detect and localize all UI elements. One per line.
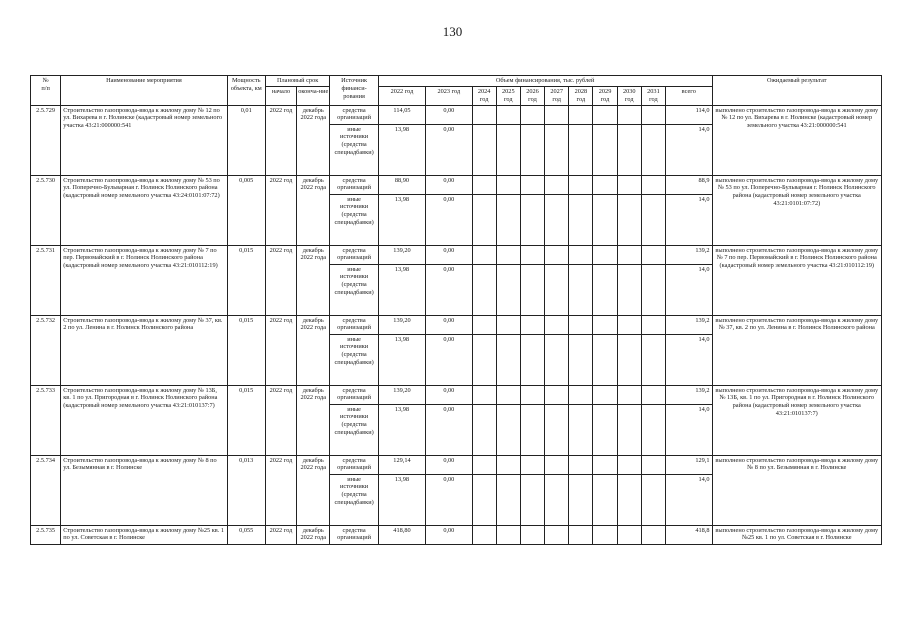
- financing-table: [30, 75, 882, 545]
- row-name: Строительство газопровода-ввода к жилому дому № 7 по пер. Первомайский в г. Нолинск Нолинского района (кадастровый номер земельного участка 43:21:010112:19): [61, 245, 227, 315]
- empty-year-cell: [641, 525, 665, 544]
- empty-year-cell: [520, 105, 544, 124]
- row-name: Строительство газопровода-ввода к жилому дому №25 кв. 1 по ул. Советская в г. Нолинске: [61, 525, 227, 544]
- empty-year-cell: [617, 404, 641, 455]
- header-start: начало: [265, 86, 296, 105]
- row-source: средства организаций: [330, 525, 378, 544]
- row-capacity: 0,013: [227, 455, 265, 525]
- empty-year-cell: [496, 175, 520, 194]
- value-2022: 114,05: [378, 105, 425, 124]
- empty-year-cell: [496, 315, 520, 334]
- empty-year-cell: [520, 194, 544, 245]
- row-result: выполнено строительство газопровода-ввода к жилому дому № 53 по ул. Поперечно-Бульварная г. Нолинск Нолинского района (кадастровый номер земельного участка 43:21:0101:07:72): [712, 175, 881, 245]
- row-number: 2.5.734: [31, 455, 61, 525]
- row-source: средства организаций: [330, 315, 378, 334]
- empty-year-cell: [593, 245, 617, 264]
- empty-year-cell: [641, 264, 665, 315]
- empty-year-cell: [641, 404, 665, 455]
- empty-year-cell: [545, 105, 569, 124]
- header-result: Ожидаемый результат: [712, 76, 881, 106]
- empty-year-cell: [617, 525, 641, 544]
- row-end: декабрь 2022 года: [297, 455, 330, 525]
- value-2022: 13,98: [378, 474, 425, 525]
- value-2022: 139,20: [378, 385, 425, 404]
- empty-year-cell: [641, 245, 665, 264]
- value-2023: 0,00: [426, 245, 472, 264]
- empty-year-cell: [569, 455, 593, 474]
- value-2022: 13,98: [378, 124, 425, 175]
- row-name: Строительство газопровода-ввода к жилому дому № 8 по ул. Безымянная в г. Нолинске: [61, 455, 227, 525]
- empty-year-cell: [593, 264, 617, 315]
- value-total: 14,0: [666, 264, 713, 315]
- header-year: 2023 год: [426, 86, 472, 105]
- empty-year-cell: [520, 315, 544, 334]
- row-end: декабрь 2022 года: [297, 385, 330, 455]
- empty-year-cell: [496, 245, 520, 264]
- row-capacity: 0,005: [227, 175, 265, 245]
- empty-year-cell: [545, 124, 569, 175]
- header-year: 2022 год: [378, 86, 425, 105]
- empty-year-cell: [545, 455, 569, 474]
- empty-year-cell: [496, 124, 520, 175]
- row-start: 2022 год: [265, 315, 296, 385]
- header-year: 2029 год: [593, 86, 617, 105]
- empty-year-cell: [472, 334, 496, 385]
- empty-year-cell: [545, 385, 569, 404]
- empty-year-cell: [641, 315, 665, 334]
- table-row: [31, 525, 882, 544]
- header-num: № п/п: [31, 76, 61, 106]
- value-2022: 13,98: [378, 194, 425, 245]
- value-2022: 418,80: [378, 525, 425, 544]
- row-source: средства организаций: [330, 385, 378, 404]
- empty-year-cell: [545, 315, 569, 334]
- value-total: 14,0: [666, 194, 713, 245]
- empty-year-cell: [593, 315, 617, 334]
- empty-year-cell: [545, 334, 569, 385]
- header-year: 2025 год: [496, 86, 520, 105]
- empty-year-cell: [617, 124, 641, 175]
- empty-year-cell: [569, 404, 593, 455]
- row-capacity: 0,015: [227, 245, 265, 315]
- empty-year-cell: [545, 175, 569, 194]
- row-source: иные источники (средства спецнадбавки): [330, 194, 378, 245]
- header-end: оконча-ние: [297, 86, 330, 105]
- row-source: иные источники (средства спецнадбавки): [330, 404, 378, 455]
- header-year: 2030 год: [617, 86, 641, 105]
- empty-year-cell: [593, 334, 617, 385]
- value-2022: 88,90: [378, 175, 425, 194]
- value-total: 14,0: [666, 124, 713, 175]
- row-result: выполнено строительство газопровода-ввода к жилому дому № 7 по пер. Первомайский в г. Нолинск Нолинского района (кадастровый номер земельного участка 43:21:010112:19): [712, 245, 881, 315]
- empty-year-cell: [496, 264, 520, 315]
- empty-year-cell: [641, 105, 665, 124]
- empty-year-cell: [569, 245, 593, 264]
- empty-year-cell: [593, 525, 617, 544]
- value-total: 418,8: [666, 525, 713, 544]
- empty-year-cell: [472, 245, 496, 264]
- row-end: декабрь 2022 года: [297, 315, 330, 385]
- empty-year-cell: [472, 474, 496, 525]
- empty-year-cell: [569, 194, 593, 245]
- value-2023: 0,00: [426, 315, 472, 334]
- empty-year-cell: [593, 105, 617, 124]
- value-2022: 13,98: [378, 404, 425, 455]
- empty-year-cell: [569, 264, 593, 315]
- row-source: иные источники (средства спецнадбавки): [330, 124, 378, 175]
- empty-year-cell: [545, 404, 569, 455]
- row-end: декабрь 2022 года: [297, 105, 330, 175]
- empty-year-cell: [617, 455, 641, 474]
- row-result: выполнено строительство газопровода-ввода к жилому дому № 13Б, кв. 1 по ул. Пригородная в г. Нолинск Нолинского района (кадастровый номер земельного участка 43:21:010137:7): [712, 385, 881, 455]
- empty-year-cell: [472, 264, 496, 315]
- empty-year-cell: [593, 194, 617, 245]
- row-name: Строительство газопровода-ввода к жилому дому № 13Б, кв. 1 по ул. Пригородная в г. Нолинск Нолинского района (кадастровый номер земельного участка 43:21:010137:7): [61, 385, 227, 455]
- empty-year-cell: [617, 315, 641, 334]
- header-year: 2024 год: [472, 86, 496, 105]
- empty-year-cell: [496, 334, 520, 385]
- value-2022: 139,20: [378, 245, 425, 264]
- empty-year-cell: [496, 455, 520, 474]
- empty-year-cell: [617, 245, 641, 264]
- row-name: Строительство газопровода-ввода к жилому дому № 12 по ул. Вихарева в г. Нолинске (кадастровый номер земельного участка 43:21:000000:541: [61, 105, 227, 175]
- row-number: 2.5.732: [31, 315, 61, 385]
- value-2023: 0,00: [426, 455, 472, 474]
- value-total: 14,0: [666, 474, 713, 525]
- empty-year-cell: [496, 474, 520, 525]
- row-capacity: 0,015: [227, 315, 265, 385]
- row-capacity: 0,015: [227, 385, 265, 455]
- empty-year-cell: [641, 124, 665, 175]
- row-name: Строительство газопровода-ввода к жилому дому № 53 по ул. Поперечно-Бульварная г. Нолинск Нолинского района (кадастровый номер земельного участка 43:24:0101:07:72): [61, 175, 227, 245]
- empty-year-cell: [520, 525, 544, 544]
- value-total: 14,0: [666, 404, 713, 455]
- empty-year-cell: [520, 404, 544, 455]
- empty-year-cell: [641, 194, 665, 245]
- empty-year-cell: [617, 175, 641, 194]
- header-name: Наименование мероприятия: [61, 76, 227, 106]
- value-total: 114,0: [666, 105, 713, 124]
- empty-year-cell: [569, 385, 593, 404]
- empty-year-cell: [593, 455, 617, 474]
- value-total: 129,1: [666, 455, 713, 474]
- empty-year-cell: [472, 124, 496, 175]
- empty-year-cell: [472, 385, 496, 404]
- empty-year-cell: [593, 474, 617, 525]
- header-year: 2031 год: [641, 86, 665, 105]
- row-number: 2.5.735: [31, 525, 61, 544]
- value-2023: 0,00: [426, 525, 472, 544]
- row-number: 2.5.729: [31, 105, 61, 175]
- value-2023: 0,00: [426, 474, 472, 525]
- row-name: Строительство газопровода-ввода к жилому дому № 37, кв. 2 по ул. Ленина в г. Нолинск Нолинского района: [61, 315, 227, 385]
- row-start: 2022 год: [265, 105, 296, 175]
- empty-year-cell: [545, 264, 569, 315]
- value-2023: 0,00: [426, 175, 472, 194]
- value-2023: 0,00: [426, 105, 472, 124]
- value-2023: 0,00: [426, 194, 472, 245]
- value-2023: 0,00: [426, 385, 472, 404]
- value-total: 139,2: [666, 385, 713, 404]
- row-end: декабрь 2022 года: [297, 245, 330, 315]
- row-result: выполнено строительство газопровода-ввода к жилому дому № 8 по ул. Безымянная в г. Нолинске: [712, 455, 881, 525]
- empty-year-cell: [617, 194, 641, 245]
- empty-year-cell: [617, 105, 641, 124]
- empty-year-cell: [617, 334, 641, 385]
- row-number: 2.5.730: [31, 175, 61, 245]
- empty-year-cell: [520, 334, 544, 385]
- empty-year-cell: [545, 474, 569, 525]
- empty-year-cell: [545, 194, 569, 245]
- empty-year-cell: [496, 525, 520, 544]
- row-source: средства организаций: [330, 175, 378, 194]
- empty-year-cell: [472, 455, 496, 474]
- empty-year-cell: [641, 175, 665, 194]
- value-2022: 13,98: [378, 334, 425, 385]
- empty-year-cell: [496, 385, 520, 404]
- value-2022: 129,14: [378, 455, 425, 474]
- header-year: 2027 год: [545, 86, 569, 105]
- empty-year-cell: [569, 474, 593, 525]
- empty-year-cell: [641, 474, 665, 525]
- table-row: [31, 315, 882, 334]
- empty-year-cell: [496, 105, 520, 124]
- row-result: выполнено строительство газопровода-ввода к жилому дому №25 кв. 1 по ул. Советская в г. Нолинске: [712, 525, 881, 544]
- empty-year-cell: [520, 264, 544, 315]
- value-total: 139,2: [666, 245, 713, 264]
- empty-year-cell: [496, 194, 520, 245]
- row-source: иные источники (средства спецнадбавки): [330, 474, 378, 525]
- value-2023: 0,00: [426, 334, 472, 385]
- empty-year-cell: [520, 124, 544, 175]
- row-start: 2022 год: [265, 525, 296, 544]
- empty-year-cell: [472, 525, 496, 544]
- empty-year-cell: [617, 385, 641, 404]
- row-source: средства организаций: [330, 455, 378, 474]
- value-total: 88,9: [666, 175, 713, 194]
- empty-year-cell: [617, 474, 641, 525]
- row-number: 2.5.733: [31, 385, 61, 455]
- row-source: средства организаций: [330, 105, 378, 124]
- value-2023: 0,00: [426, 404, 472, 455]
- empty-year-cell: [569, 124, 593, 175]
- row-source: иные источники (средства спецнадбавки): [330, 264, 378, 315]
- empty-year-cell: [569, 105, 593, 124]
- empty-year-cell: [593, 404, 617, 455]
- empty-year-cell: [641, 334, 665, 385]
- empty-year-cell: [617, 264, 641, 315]
- empty-year-cell: [569, 334, 593, 385]
- table-row: [31, 455, 882, 474]
- empty-year-cell: [472, 105, 496, 124]
- empty-year-cell: [520, 245, 544, 264]
- row-source: средства организаций: [330, 245, 378, 264]
- row-start: 2022 год: [265, 385, 296, 455]
- table-row: [31, 245, 882, 264]
- value-2022: 13,98: [378, 264, 425, 315]
- header-year: 2028 год: [569, 86, 593, 105]
- header-source: Источник финанси-рования: [330, 76, 378, 106]
- value-total: 139,2: [666, 315, 713, 334]
- empty-year-cell: [520, 175, 544, 194]
- empty-year-cell: [569, 175, 593, 194]
- empty-year-cell: [593, 175, 617, 194]
- row-result: выполнено строительство газопровода-ввода к жилому дому № 37, кв. 2 по ул. Ленина в г. Нолинск Нолинского района: [712, 315, 881, 385]
- empty-year-cell: [520, 455, 544, 474]
- empty-year-cell: [472, 315, 496, 334]
- page-number: 130: [442, 24, 463, 39]
- row-end: декабрь 2022 года: [297, 175, 330, 245]
- header-capacity: Мощность объекта, км: [227, 76, 265, 106]
- empty-year-cell: [472, 175, 496, 194]
- header-total: всего: [666, 86, 713, 105]
- empty-year-cell: [496, 404, 520, 455]
- row-start: 2022 год: [265, 245, 296, 315]
- empty-year-cell: [569, 525, 593, 544]
- empty-year-cell: [593, 124, 617, 175]
- empty-year-cell: [641, 385, 665, 404]
- row-start: 2022 год: [265, 175, 296, 245]
- empty-year-cell: [472, 194, 496, 245]
- empty-year-cell: [520, 385, 544, 404]
- row-number: 2.5.731: [31, 245, 61, 315]
- row-result: выполнено строительство газопровода-ввода к жилому дому № 12 по ул. Вихарева в г. Нолинске (кадастровый номер земельного участка 43:21:000000:541: [712, 105, 881, 175]
- table-row: [31, 385, 882, 404]
- row-start: 2022 год: [265, 455, 296, 525]
- table-row: [31, 175, 882, 194]
- header-funding: Объем финансирования, тыс. рублей: [378, 76, 712, 87]
- value-2023: 0,00: [426, 264, 472, 315]
- row-capacity: 0,055: [227, 525, 265, 544]
- header-year: 2026 год: [520, 86, 544, 105]
- table-row: [31, 105, 882, 124]
- value-total: 14,0: [666, 334, 713, 385]
- empty-year-cell: [545, 245, 569, 264]
- value-2023: 0,00: [426, 124, 472, 175]
- empty-year-cell: [569, 315, 593, 334]
- empty-year-cell: [641, 455, 665, 474]
- empty-year-cell: [520, 474, 544, 525]
- header-planned-term: Плановый срок: [265, 76, 330, 87]
- empty-year-cell: [472, 404, 496, 455]
- row-source: иные источники (средства спецнадбавки): [330, 334, 378, 385]
- empty-year-cell: [593, 385, 617, 404]
- row-capacity: 0,01: [227, 105, 265, 175]
- empty-year-cell: [545, 525, 569, 544]
- row-end: декабрь 2022 года: [297, 525, 330, 544]
- value-2022: 139,20: [378, 315, 425, 334]
